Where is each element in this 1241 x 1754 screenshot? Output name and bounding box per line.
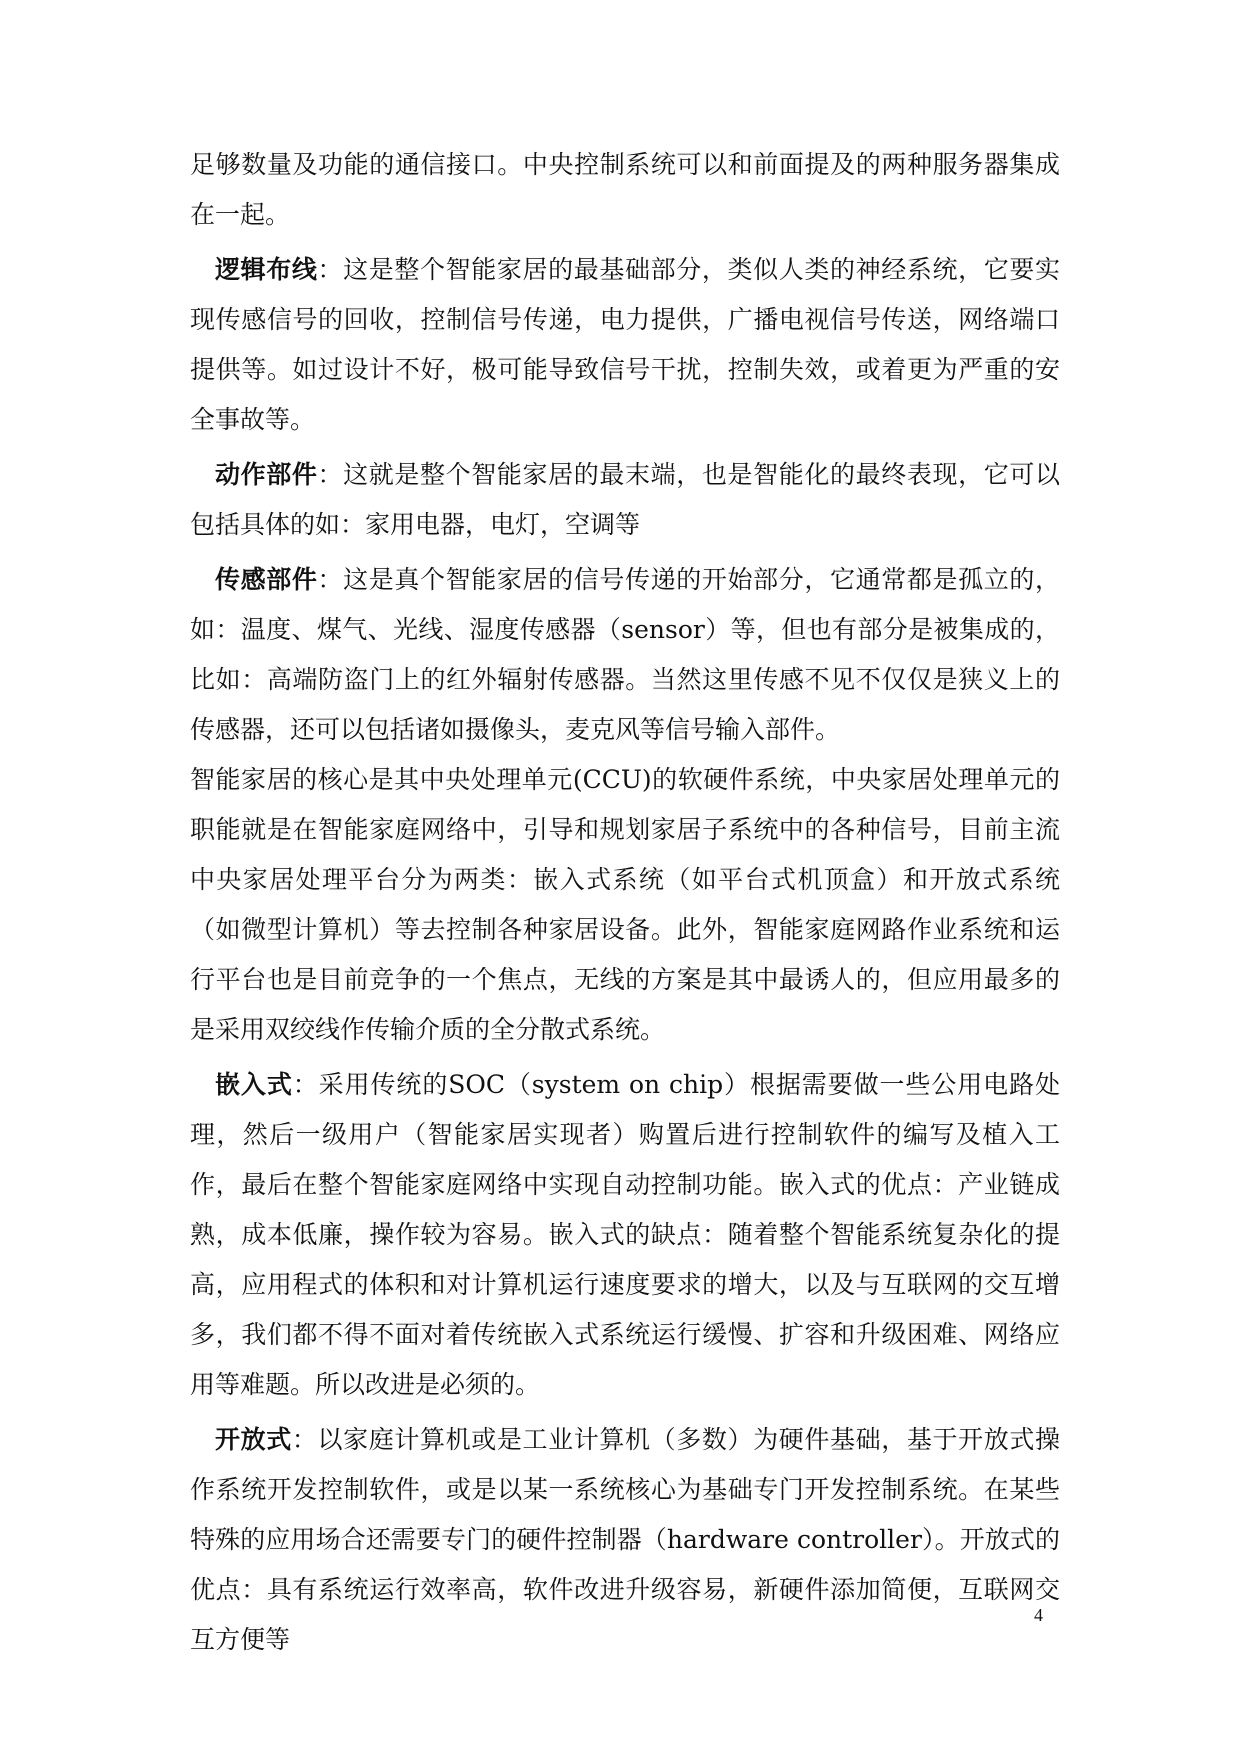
paragraph-open xyxy=(190,1415,1060,1665)
paragraph-embedded xyxy=(190,1060,1060,1410)
paragraph-action-parts xyxy=(190,450,1060,550)
paragraph-intro xyxy=(190,140,1060,240)
paragraph-logic-wiring xyxy=(190,245,1060,445)
paragraph-text: ：这就是整个智能家居的最末端，也是智能化的最终表现，它可以包括具体的如：家用电器，电灯，空调等 xyxy=(190,460,1060,539)
paragraph-text: ：这是真个智能家居的信号传递的开始部分，它通常都是孤立的，如：温度、煤气、光线、湿度传感器（sensor）等，但也有部分是被集成的，比如：高端防盗门上的红外辐射传感器。当然这里传感不见不仅仅是狭义上的传感器，还可以包括诸如摄像头，麦克风等信号输入部件。 xyxy=(190,565,1060,744)
paragraph-text: ：这是整个智能家居的最基础部分，类似人类的神经系统，它要实现传感信号的回收，控制信号传递，电力提供，广播电视信号传送，网络端口提供等。如过设计不好，极可能导致信号干扰，控制失效，或着更为严重的安全事故等。 xyxy=(190,255,1060,434)
document-body xyxy=(190,140,1060,1665)
paragraph-text: 智能家居的核心是其中央处理单元(CCU)的软硬件系统，中央家居处理单元的职能就是在智能家庭网络中，引导和规划家居子系统中的各种信号，目前主流中央家居处理平台分为两类：嵌入式系统（如平台式机顶盒）和开放式系统（如微型计算机）等去控制各种家居设备。此外，智能家庭网路作业系统和运行平台也是目前竞争的一个焦点，无线的方案是其中最诱人的，但应用最多的是采用双绞线作传输介质的全分散式系统。 xyxy=(190,765,1060,1044)
term-embedded: 嵌入式 xyxy=(215,1070,293,1099)
term-open: 开放式 xyxy=(215,1425,292,1454)
term-action-parts: 动作部件 xyxy=(215,460,318,489)
paragraph-text: 足够数量及功能的通信接口。中央控制系统可以和前面提及的两种服务器集成在一起。 xyxy=(190,150,1060,229)
paragraph-text: ：采用传统的SOC（system on chip）根据需要做一些公用电路处理，然后一级用户（智能家居实现者）购置后进行控制软件的编写及植入工作，最后在整个智能家庭网络中实现自动控制功能。嵌入式的优点：产业链成熟，成本低廉，操作较为容易。嵌入式的缺点：随着整个智能系统复杂化的提高，应用程式的体积和对计算机运行速度要求的增大，以及与互联网的交互增多，我们都不得不面对着传统嵌入式系统运行缓慢、扩容和升级困难、网络应用等难题。所以改进是必须的。 xyxy=(190,1070,1060,1399)
term-sensor-parts: 传感部件 xyxy=(215,565,318,594)
page-number: 4 xyxy=(1034,1605,1043,1625)
paragraph-text: ：以家庭计算机或是工业计算机（多数）为硬件基础，基于开放式操作系统开发控制软件，或是以某一系统核心为基础专门开发控制系统。在某些特殊的应用场合还需要专门的硬件控制器（hardware controller）。开放式的优点：具有系统运行效率高，软件改进升级容易，新硬件添加简便，互联网交互方便等 xyxy=(190,1425,1060,1654)
paragraph-ccu xyxy=(190,755,1060,1055)
paragraph-sensor-parts xyxy=(190,555,1060,755)
term-logic-wiring: 逻辑布线 xyxy=(215,255,318,284)
